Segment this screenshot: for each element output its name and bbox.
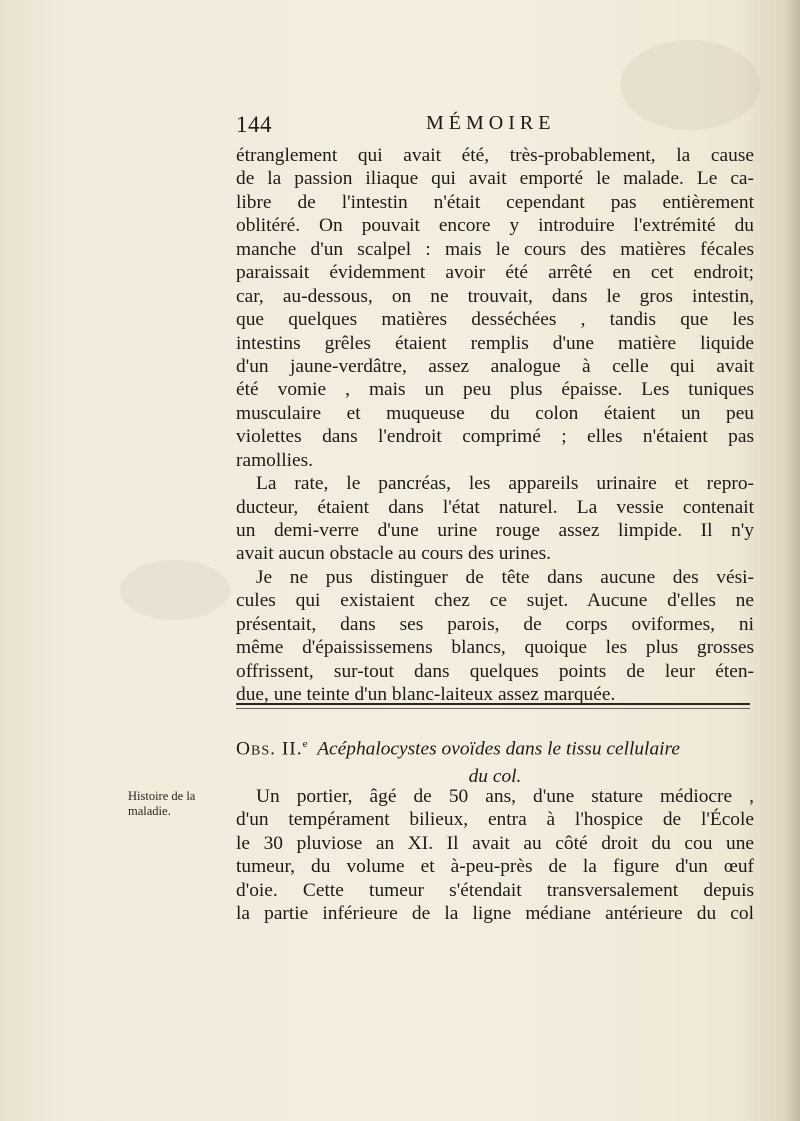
text-line: paraissait évidemment avoir été arrêté en cet endroit; xyxy=(236,262,754,284)
observation-superscript: e xyxy=(302,738,308,750)
text-line: Je ne pus distinguer de tête dans aucune des vési- xyxy=(256,566,754,588)
observation-title-continued: du col. xyxy=(468,766,522,788)
text-line: oblitéré. On pouvait encore y introduire l'extrémité du xyxy=(236,215,754,237)
section-rule-thin xyxy=(236,708,750,709)
page-number: 144 xyxy=(236,112,272,137)
text-line: d'un tempérament bilieux, entra à l'hospice de l'École xyxy=(236,809,754,831)
paragraph xyxy=(236,566,754,707)
observation-title-line xyxy=(236,730,754,763)
text-line: que quelques matières desséchées , tandis que les xyxy=(236,309,754,331)
text-line: présentait, dans ses parois, de corps oviformes, ni xyxy=(236,613,754,635)
paragraph xyxy=(236,144,754,472)
text-line: d'un jaune-verdâtre, assez analogue à celle qui avait xyxy=(236,355,754,377)
margin-note-line: maladie. xyxy=(128,804,171,818)
section-rule xyxy=(236,703,750,705)
text-line: intestins grêles étaient remplis d'une matière liquide xyxy=(236,332,754,354)
text-line: tumeur, du volume et à-peu-près de la figure d'un œuf xyxy=(236,856,754,878)
text-line: La rate, le pancréas, les appareils urinaire et repro- xyxy=(256,473,754,495)
text-line: cules qui existaient chez ce sujet. Aucune d'elles ne xyxy=(236,590,754,612)
text-line: la partie inférieure de la ligne médiane antérieure du col xyxy=(236,903,754,925)
page-edge-shadow xyxy=(786,0,800,1121)
text-line: violettes dans l'endroit comprimé ; elles n'étaient pas xyxy=(236,426,754,448)
text-line: ramollies. xyxy=(236,449,314,471)
paragraph xyxy=(236,472,754,566)
text-line: même d'épaississemens blancs, quoique les plus grosses xyxy=(236,637,754,659)
margin-note xyxy=(128,789,246,819)
text-line: ducteur, étaient dans l'état naturel. La vessie contenait xyxy=(236,496,754,518)
text-line: de la passion iliaque qui avait emporté le malade. Le ca- xyxy=(236,168,754,190)
text-line: étranglement qui avait été, très-probablement, la cause xyxy=(236,145,754,166)
main-text xyxy=(236,144,754,707)
running-title: MÉMOIRE xyxy=(426,112,556,134)
text-line: avait aucun obstacle au cours des urines. xyxy=(236,543,551,565)
text-line: Un portier, âgé de 50 ans, d'une stature médiocre , xyxy=(256,786,754,807)
text-line: musculaire et muqueuse du colon étaient un peu xyxy=(236,402,754,424)
observation-heading xyxy=(236,730,754,791)
observation-label: Obs. II. xyxy=(236,738,303,760)
text-line: car, au-dessous, on ne trouvait, dans le gros intestin, xyxy=(236,285,754,307)
text-line: d'oie. Cette tumeur s'étendait transversalement depuis xyxy=(236,879,754,901)
page-header xyxy=(236,112,751,142)
text-line: un demi-verre d'une urine rouge assez limpide. Il n'y xyxy=(236,520,754,541)
text-line: libre de l'intestin n'était cependant pas entièrement xyxy=(236,191,754,213)
text-line: offrissent, sur-tout dans quelques points de leur éten- xyxy=(236,660,754,682)
observation-text xyxy=(236,785,754,926)
text-line: été vomie , mais un peu plus épaisse. Les tuniques xyxy=(236,379,754,401)
observation-title: Acéphalocystes ovoïdes dans le tissu cellulaire xyxy=(317,738,680,760)
paper-stain xyxy=(120,560,230,620)
text-line: manche d'un scalpel : mais le cours des matières fécales xyxy=(236,238,754,260)
margin-note-line: Histoire de la xyxy=(128,789,196,803)
text-line: le 30 pluviose an XI. Il avait au côté droit du cou une xyxy=(236,832,754,854)
text-line: due, une teinte d'un blanc-laiteux assez marquée. xyxy=(236,684,616,706)
